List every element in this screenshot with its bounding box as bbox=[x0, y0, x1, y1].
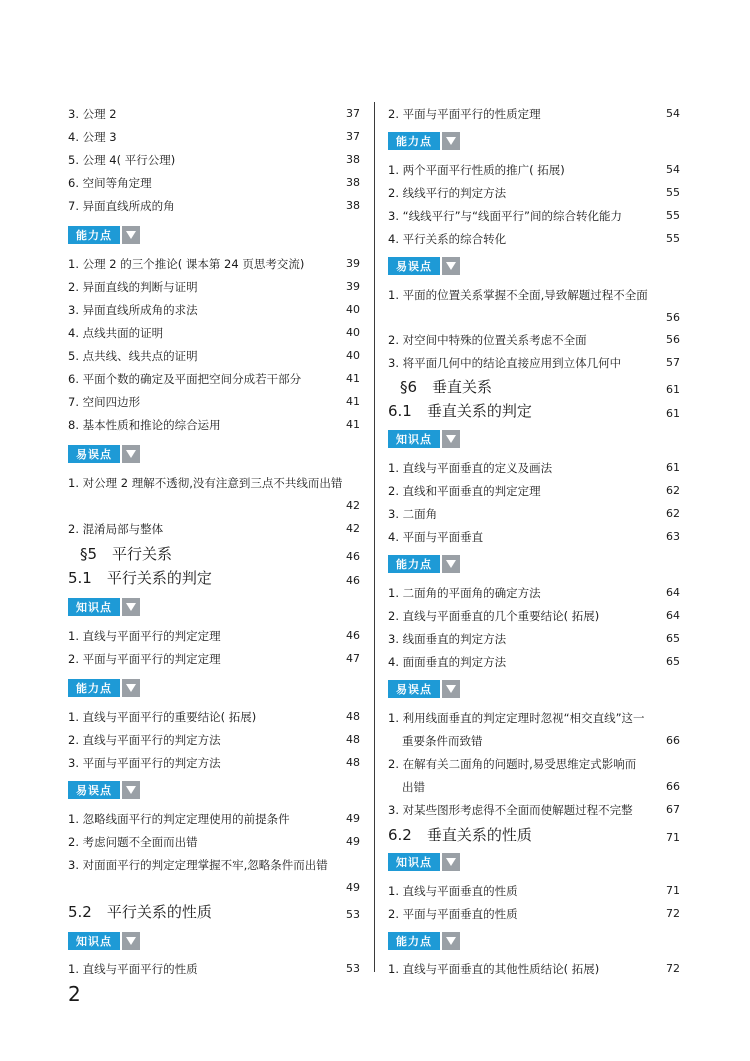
toc-entry-line1: 1. 利用线面垂直的判定定理时忽视“相交直线”这一 bbox=[388, 711, 645, 725]
badge-label: 易误点 bbox=[68, 445, 120, 463]
toc-entry-page: 37 bbox=[346, 107, 360, 120]
error-badge bbox=[388, 257, 460, 275]
subsection-title: 6.1 垂直关系的判定 bbox=[388, 402, 532, 420]
triangle-down-icon bbox=[442, 680, 460, 698]
toc-entry-title: 5. 公理 4( 平行公理) bbox=[68, 153, 176, 167]
knowledge-badge bbox=[388, 853, 460, 871]
toc-entry-title: 4. 平行关系的综合转化 bbox=[388, 232, 507, 246]
subsection-title: 5.1 平行关系的判定 bbox=[68, 569, 212, 587]
toc-entry-page: 49 bbox=[346, 881, 360, 894]
triangle-down-icon bbox=[442, 853, 460, 871]
badge-label: 易误点 bbox=[388, 257, 440, 275]
toc-entry-page: 66 bbox=[666, 734, 680, 747]
toc-entry-page: 62 bbox=[666, 484, 680, 497]
subsection-title: 5.2 平行关系的性质 bbox=[68, 903, 212, 921]
toc-entry-title: 4. 点线共面的证明 bbox=[68, 326, 164, 340]
toc-entry-title: 3. 公理 2 bbox=[68, 107, 117, 121]
ability-badge bbox=[68, 226, 140, 244]
toc-entry-page: 71 bbox=[666, 884, 680, 897]
triangle-down-icon bbox=[122, 679, 140, 697]
triangle-down-icon bbox=[442, 132, 460, 150]
toc-entry-page: 65 bbox=[666, 632, 680, 645]
toc-entry-page: 72 bbox=[666, 907, 680, 920]
toc-entry-page: 55 bbox=[666, 186, 680, 199]
toc-entry-line2: 重要条件而致错 bbox=[402, 734, 483, 748]
toc-entry-title: 1. 公理 2 的三个推论( 课本第 24 页思考交流) bbox=[68, 257, 305, 271]
toc-entry-title: 1. 直线与平面平行的性质 bbox=[68, 962, 198, 976]
triangle-down-icon bbox=[442, 932, 460, 950]
toc-entry-page: 54 bbox=[666, 107, 680, 120]
toc-entry-page: 41 bbox=[346, 395, 360, 408]
badge-label: 知识点 bbox=[68, 598, 120, 616]
toc-entry-page: 53 bbox=[346, 962, 360, 975]
knowledge-badge bbox=[388, 430, 460, 448]
toc-entry-title: 4. 公理 3 bbox=[68, 130, 117, 144]
toc-entry-page: 65 bbox=[666, 655, 680, 668]
toc-entry-page: 39 bbox=[346, 257, 360, 270]
toc-entry-title: 2. 混淆局部与整体 bbox=[68, 522, 164, 536]
toc-entry-page: 47 bbox=[346, 652, 360, 665]
toc-entry-line1: 2. 在解有关二面角的问题时,易受思维定式影响而 bbox=[388, 757, 637, 771]
toc-entry-page: 61 bbox=[666, 461, 680, 474]
toc-entry-page: 41 bbox=[346, 372, 360, 385]
toc-entry-title: 5. 点共线、线共点的证明 bbox=[68, 349, 198, 363]
toc-entry-page: 57 bbox=[666, 356, 680, 369]
badge-label: 能力点 bbox=[388, 132, 440, 150]
toc-entry-title: 3. 平面与平面平行的判定方法 bbox=[68, 756, 221, 770]
toc-entry-page: 63 bbox=[666, 530, 680, 543]
badge-label: 能力点 bbox=[68, 679, 120, 697]
triangle-down-icon bbox=[122, 226, 140, 244]
toc-entry-page: 42 bbox=[346, 499, 360, 512]
toc-entry-title: 3. 对某些图形考虑得不全面而使解题过程不完整 bbox=[388, 803, 633, 817]
toc-entry-page: 62 bbox=[666, 507, 680, 520]
toc-entry-page: 37 bbox=[346, 130, 360, 143]
toc-entry-title: 1. 二面角的平面角的确定方法 bbox=[388, 586, 541, 600]
toc-entry-title: 1. 直线与平面垂直的定义及画法 bbox=[388, 461, 553, 475]
toc-entry-title: 7. 异面直线所成的角 bbox=[68, 199, 175, 213]
ability-badge bbox=[68, 679, 140, 697]
ability-badge bbox=[388, 132, 460, 150]
toc-entry-title: 3. “线线平行”与“线面平行”间的综合转化能力 bbox=[388, 209, 622, 223]
triangle-down-icon bbox=[122, 932, 140, 950]
toc-entry-line2: 出错 bbox=[402, 780, 425, 794]
toc-entry-title: 2. 平面与平面垂直的性质 bbox=[388, 907, 518, 921]
toc-entry-title: 2. 平面与平面平行的性质定理 bbox=[388, 107, 541, 121]
toc-entry-title bbox=[388, 707, 674, 753]
toc-entry-page: 56 bbox=[666, 333, 680, 346]
toc-entry-title: 3. 线面垂直的判定方法 bbox=[388, 632, 507, 646]
toc-entry-title: 6. 空间等角定理 bbox=[68, 176, 152, 190]
toc-entry-page: 48 bbox=[346, 733, 360, 746]
toc-entry-title: 3. 二面角 bbox=[388, 507, 438, 521]
toc-entry-title: 4. 面面垂直的判定方法 bbox=[388, 655, 507, 669]
toc-entry-title: 1. 平面的位置关系掌握不全面,导致解题过程不全面 bbox=[388, 288, 648, 302]
section-title: §6 垂直关系 bbox=[400, 378, 493, 396]
toc-entry-page: 39 bbox=[346, 280, 360, 293]
toc-entry-page: 48 bbox=[346, 756, 360, 769]
error-badge bbox=[68, 781, 140, 799]
subsection-page: 53 bbox=[346, 908, 360, 921]
toc-entry-title: 6. 平面个数的确定及平面把空间分成若干部分 bbox=[68, 372, 302, 386]
toc-entry-page: 40 bbox=[346, 303, 360, 316]
badge-label: 知识点 bbox=[388, 430, 440, 448]
toc-entry-title: 2. 直线与平面平行的判定方法 bbox=[68, 733, 221, 747]
toc-entry-title: 2. 对空间中特殊的位置关系考虑不全面 bbox=[388, 333, 587, 347]
error-badge bbox=[68, 445, 140, 463]
badge-label: 能力点 bbox=[388, 555, 440, 573]
toc-entry-title: 4. 平面与平面垂直 bbox=[388, 530, 484, 544]
toc-entry-page: 66 bbox=[666, 780, 680, 793]
toc-entry-page: 38 bbox=[346, 176, 360, 189]
toc-entry-page: 41 bbox=[346, 418, 360, 431]
triangle-down-icon bbox=[122, 781, 140, 799]
toc-entry-page: 49 bbox=[346, 835, 360, 848]
badge-label: 易误点 bbox=[388, 680, 440, 698]
toc-entry-page: 64 bbox=[666, 609, 680, 622]
column-divider bbox=[374, 102, 375, 972]
subsection-page: 71 bbox=[666, 831, 680, 844]
toc-entry-title: 1. 两个平面平行性质的推广( 拓展) bbox=[388, 163, 565, 177]
toc-entry-title: 1. 对公理 2 理解不透彻,没有注意到三点不共线而出错 bbox=[68, 476, 343, 490]
toc-entry-title: 2. 直线与平面垂直的几个重要结论( 拓展) bbox=[388, 609, 600, 623]
subsection-page: 46 bbox=[346, 574, 360, 587]
toc-entry-title: 7. 空间四边形 bbox=[68, 395, 141, 409]
toc-entry-title: 2. 异面直线的判断与证明 bbox=[68, 280, 198, 294]
toc-entry-page: 42 bbox=[346, 522, 360, 535]
toc-entry-title: 1. 忽略线面平行的判定定理使用的前提条件 bbox=[68, 812, 290, 826]
error-badge bbox=[388, 680, 460, 698]
toc-entry-title: 3. 对面面平行的判定定理掌握不牢,忽略条件而出错 bbox=[68, 858, 328, 872]
section-page: 46 bbox=[346, 550, 360, 563]
badge-label: 知识点 bbox=[68, 932, 120, 950]
toc-entry-page: 46 bbox=[346, 629, 360, 642]
toc-entry-page: 55 bbox=[666, 209, 680, 222]
toc-entry-page: 67 bbox=[666, 803, 680, 816]
toc-entry-page: 38 bbox=[346, 199, 360, 212]
toc-entry-page: 56 bbox=[666, 311, 680, 324]
toc-entry-page: 55 bbox=[666, 232, 680, 245]
triangle-down-icon bbox=[442, 555, 460, 573]
badge-label: 能力点 bbox=[388, 932, 440, 950]
toc-entry-page: 38 bbox=[346, 153, 360, 166]
triangle-down-icon bbox=[122, 445, 140, 463]
toc-entry-page: 48 bbox=[346, 710, 360, 723]
subsection-page: 61 bbox=[666, 407, 680, 420]
subsection-title: 6.2 垂直关系的性质 bbox=[388, 826, 532, 844]
badge-label: 能力点 bbox=[68, 226, 120, 244]
triangle-down-icon bbox=[442, 430, 460, 448]
ability-badge bbox=[388, 555, 460, 573]
toc-entry-page: 72 bbox=[666, 962, 680, 975]
triangle-down-icon bbox=[442, 257, 460, 275]
badge-label: 易误点 bbox=[68, 781, 120, 799]
toc-entry-title: 2. 考虑问题不全面而出错 bbox=[68, 835, 198, 849]
toc-entry-title: 8. 基本性质和推论的综合运用 bbox=[68, 418, 221, 432]
toc-entry-title: 1. 直线与平面平行的判定定理 bbox=[68, 629, 221, 643]
toc-entry-page: 40 bbox=[346, 326, 360, 339]
toc-entry-title bbox=[388, 753, 674, 799]
toc-entry-title: 2. 平面与平面平行的判定定理 bbox=[68, 652, 221, 666]
toc-entry-page: 49 bbox=[346, 812, 360, 825]
toc-entry-title: 2. 线线平行的判定方法 bbox=[388, 186, 507, 200]
toc-entry-title: 1. 直线与平面垂直的其他性质结论( 拓展) bbox=[388, 962, 600, 976]
toc-entry-title: 1. 直线与平面垂直的性质 bbox=[388, 884, 518, 898]
section-title: §5 平行关系 bbox=[80, 545, 173, 563]
toc-entry-title: 2. 直线和平面垂直的判定定理 bbox=[388, 484, 541, 498]
toc-entry-title: 3. 将平面几何中的结论直接应用到立体几何中 bbox=[388, 356, 622, 370]
knowledge-badge bbox=[68, 598, 140, 616]
badge-label: 知识点 bbox=[388, 853, 440, 871]
ability-badge bbox=[388, 932, 460, 950]
section-page: 61 bbox=[666, 383, 680, 396]
toc-entry-title: 1. 直线与平面平行的重要结论( 拓展) bbox=[68, 710, 257, 724]
toc-entry-page: 40 bbox=[346, 349, 360, 362]
knowledge-badge bbox=[68, 932, 140, 950]
toc-entry-page: 64 bbox=[666, 586, 680, 599]
page-number: 2 bbox=[68, 982, 81, 1006]
toc-entry-page: 54 bbox=[666, 163, 680, 176]
triangle-down-icon bbox=[122, 598, 140, 616]
toc-entry-title: 3. 异面直线所成角的求法 bbox=[68, 303, 198, 317]
